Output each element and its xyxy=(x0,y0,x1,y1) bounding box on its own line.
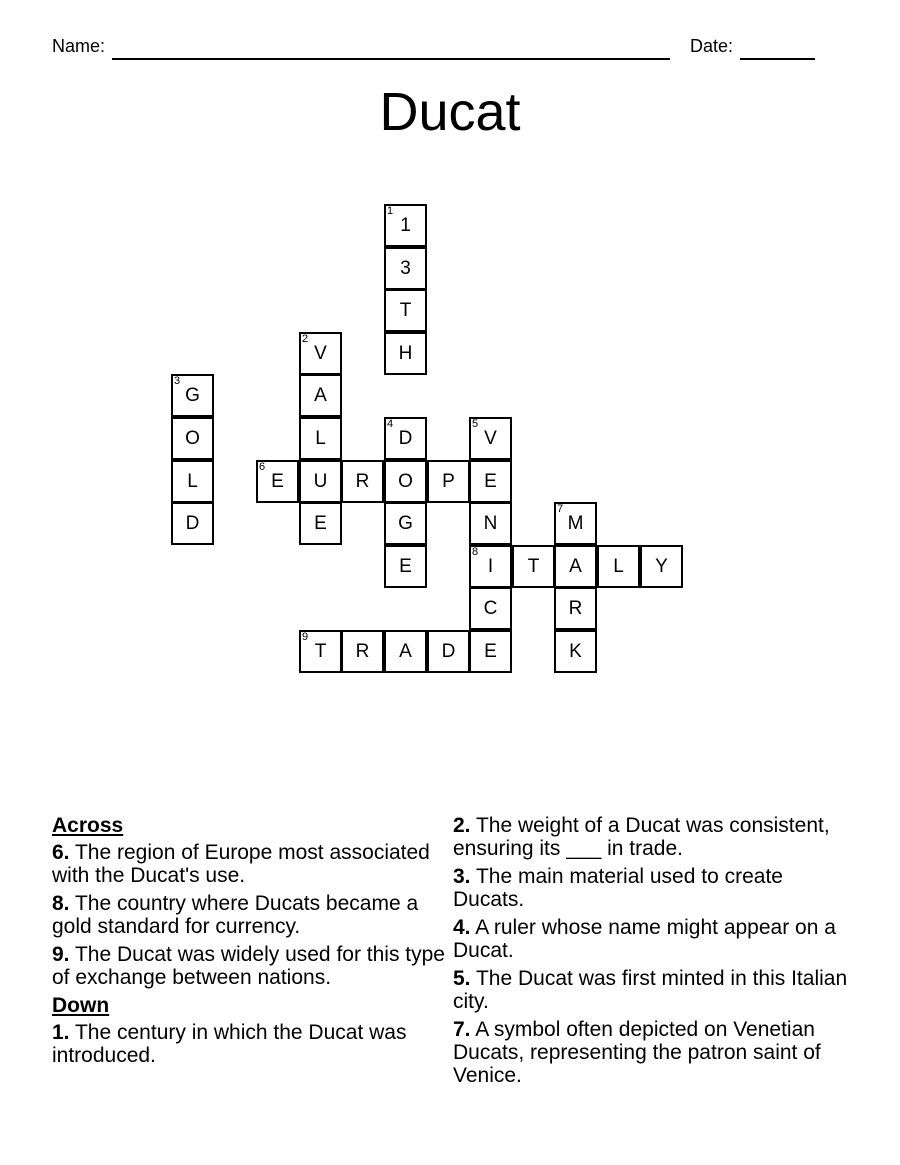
clue-number: 9. xyxy=(52,943,70,966)
clue-number: 6. xyxy=(52,841,70,864)
cell-letter: R xyxy=(355,470,370,492)
clue-down-2 xyxy=(453,814,853,860)
cell-letter: T xyxy=(399,299,412,321)
crossword-cell[interactable] xyxy=(171,460,214,503)
clues-column-right xyxy=(453,814,853,1092)
crossword-cell[interactable] xyxy=(171,374,214,417)
cell-number: 4 xyxy=(387,418,394,430)
clue-down-3 xyxy=(453,865,853,911)
crossword-cell[interactable] xyxy=(256,460,299,503)
cell-letter: G xyxy=(185,384,200,406)
cell-letter: T xyxy=(527,555,540,577)
crossword-cell[interactable] xyxy=(171,502,214,545)
crossword-cell[interactable] xyxy=(384,460,427,503)
crossword-cell[interactable] xyxy=(384,417,427,460)
crossword-cell[interactable] xyxy=(299,460,342,503)
crossword-cell[interactable] xyxy=(554,587,597,630)
cell-number: 7 xyxy=(557,503,564,515)
cell-letter: 1 xyxy=(400,214,411,236)
crossword-cell[interactable] xyxy=(469,545,512,588)
clue-number: 3. xyxy=(453,865,471,888)
name-label: Name: xyxy=(52,36,106,56)
clue-across-9 xyxy=(52,943,447,989)
cell-letter: Y xyxy=(655,555,668,577)
cell-letter: L xyxy=(315,427,326,449)
crossword-cell[interactable] xyxy=(341,460,384,503)
cell-letter: P xyxy=(442,470,455,492)
clue-text: The region of Europe most associated with the Ducat's use. xyxy=(52,841,430,887)
across-heading: Across xyxy=(52,814,124,837)
crossword-cell[interactable] xyxy=(469,417,512,460)
cell-letter: G xyxy=(398,512,413,534)
clue-text: The Ducat was widely used for this type of exchange between nations. xyxy=(52,943,445,989)
crossword-cell[interactable] xyxy=(384,332,427,375)
clue-down-7 xyxy=(453,1018,853,1087)
clue-down-4 xyxy=(453,916,853,962)
crossword-cell[interactable] xyxy=(299,374,342,417)
cell-letter: A xyxy=(314,384,327,406)
crossword-cell[interactable] xyxy=(384,630,427,673)
down-heading: Down xyxy=(52,994,110,1017)
crossword-cell[interactable] xyxy=(469,502,512,545)
crossword-cell[interactable] xyxy=(384,289,427,332)
cell-letter: D xyxy=(185,512,200,534)
cell-letter: R xyxy=(568,597,583,619)
crossword-cell[interactable] xyxy=(341,630,384,673)
cell-letter: U xyxy=(313,470,328,492)
crossword-cell[interactable] xyxy=(384,204,427,247)
cell-letter: E xyxy=(484,640,497,662)
cell-letter: T xyxy=(314,640,327,662)
cell-letter: I xyxy=(487,555,494,577)
crossword-cell[interactable] xyxy=(299,417,342,460)
cell-letter: L xyxy=(613,555,624,577)
clue-text: The Ducat was first minted in this Italian city. xyxy=(453,967,848,1013)
clue-down-5 xyxy=(453,967,853,1013)
crossword-cell[interactable] xyxy=(469,587,512,630)
crossword-cell[interactable] xyxy=(384,502,427,545)
cell-letter: K xyxy=(569,640,582,662)
cell-letter: N xyxy=(483,512,498,534)
clue-number: 4. xyxy=(453,916,471,939)
cell-letter: H xyxy=(398,342,413,364)
crossword-cell[interactable] xyxy=(299,502,342,545)
cell-letter: C xyxy=(483,597,498,619)
clue-text: The main material used to create Ducats. xyxy=(453,865,783,911)
crossword-cell[interactable] xyxy=(171,417,214,460)
clue-text: The weight of a Ducat was consistent, ensuring its ___ in trade. xyxy=(453,814,830,860)
crossword-cell[interactable] xyxy=(554,502,597,545)
cell-letter: E xyxy=(314,512,327,534)
cell-number: 9 xyxy=(302,631,309,643)
cell-letter: O xyxy=(398,470,413,492)
cell-letter: O xyxy=(185,427,200,449)
crossword-cell[interactable] xyxy=(512,545,555,588)
cell-letter: A xyxy=(399,640,412,662)
crossword-cell[interactable] xyxy=(384,247,427,290)
clue-down-1 xyxy=(52,1021,447,1067)
clue-number: 2. xyxy=(453,814,471,837)
cell-letter: D xyxy=(398,427,413,449)
cell-letter: E xyxy=(271,470,284,492)
crossword-cell[interactable] xyxy=(299,630,342,673)
cell-letter: V xyxy=(484,427,497,449)
cell-letter: 3 xyxy=(400,257,411,279)
cell-number: 5 xyxy=(472,418,479,430)
clue-number: 7. xyxy=(453,1018,471,1041)
clue-across-8 xyxy=(52,892,447,938)
cell-letter: D xyxy=(441,640,456,662)
crossword-cell[interactable] xyxy=(554,545,597,588)
cell-number: 1 xyxy=(387,205,394,217)
clue-number: 8. xyxy=(52,892,70,915)
cell-letter: L xyxy=(187,470,198,492)
cell-number: 2 xyxy=(302,333,309,345)
clues-column-left xyxy=(52,814,447,1072)
cell-letter: E xyxy=(399,555,412,577)
cell-letter: E xyxy=(484,470,497,492)
cell-letter: V xyxy=(314,342,327,364)
crossword-cell[interactable] xyxy=(469,460,512,503)
cell-letter: R xyxy=(355,640,370,662)
clue-text: The century in which the Ducat was introduced. xyxy=(52,1021,407,1067)
cell-number: 8 xyxy=(472,546,479,558)
crossword-cell[interactable] xyxy=(554,630,597,673)
clue-across-6 xyxy=(52,841,447,887)
clue-number: 1. xyxy=(52,1021,70,1044)
crossword-cell[interactable] xyxy=(427,630,470,673)
clue-text: The country where Ducats became a gold standard for currency. xyxy=(52,892,419,938)
cell-letter: M xyxy=(567,512,584,534)
cell-number: 6 xyxy=(259,461,266,473)
cell-number: 3 xyxy=(174,375,181,387)
crossword-cell[interactable] xyxy=(469,630,512,673)
crossword-cell[interactable] xyxy=(299,332,342,375)
crossword-cell[interactable] xyxy=(427,460,470,503)
clue-text: A symbol often depicted on Venetian Ducats, representing the patron saint of Venice. xyxy=(453,1018,821,1087)
date-label: Date: xyxy=(690,36,734,56)
cell-letter: A xyxy=(569,555,582,577)
page-title: Ducat xyxy=(379,82,521,142)
crossword-cell[interactable] xyxy=(640,545,683,588)
crossword-cell[interactable] xyxy=(384,545,427,588)
clue-text: A ruler whose name might appear on a Ducat. xyxy=(453,916,836,962)
clue-number: 5. xyxy=(453,967,471,990)
crossword-cell[interactable] xyxy=(597,545,640,588)
